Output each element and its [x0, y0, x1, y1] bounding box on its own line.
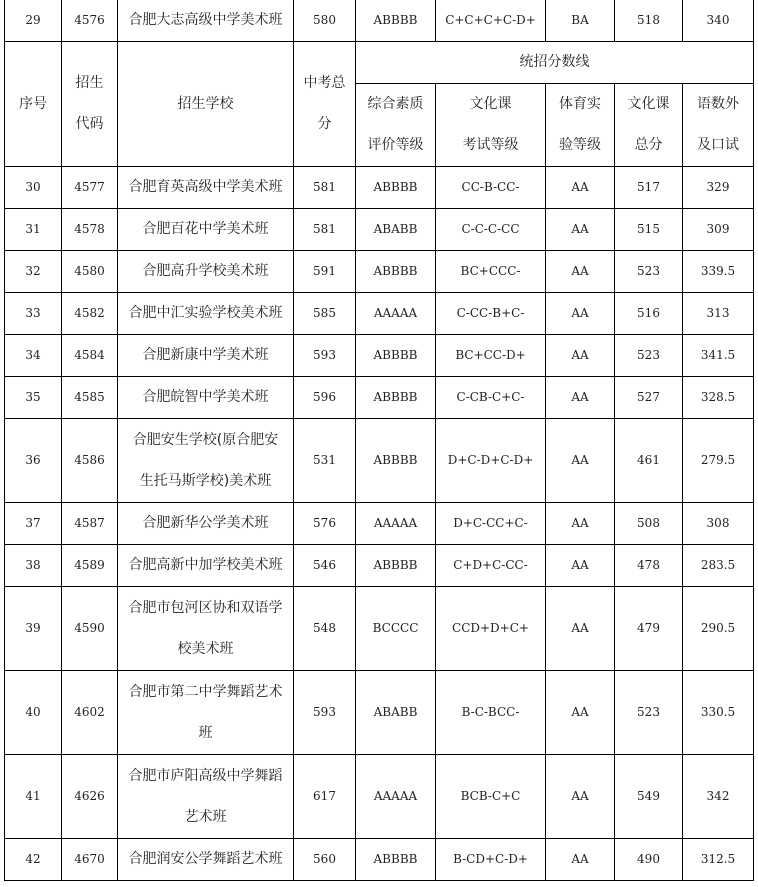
- cell-code: 4587: [62, 503, 118, 545]
- cell-quality: ABBBB: [356, 419, 436, 503]
- school-name-line2: 艺术班: [184, 808, 227, 825]
- cell-school: [118, 671, 294, 755]
- cell-code: 4582: [62, 293, 118, 335]
- school-name-line1: 合肥市第二中学舞蹈艺术: [128, 683, 283, 700]
- cell-culture: C+C+C+C-D+: [436, 0, 546, 42]
- header-sub-lang-line2: 及口试: [697, 137, 739, 153]
- cell-exam: 531: [294, 419, 356, 503]
- cell-exam: 593: [294, 335, 356, 377]
- table-row: [5, 503, 754, 545]
- header-group-title: 统招分数线: [356, 42, 754, 84]
- cell-exam: 617: [294, 755, 356, 839]
- school-name-line1: 合肥安生学校(原合肥安: [132, 431, 279, 448]
- cell-seq: 41: [5, 755, 62, 839]
- cell-code: 4626: [62, 755, 118, 839]
- cell-culture: BC+CCC-: [436, 251, 546, 293]
- cell-seq: 38: [5, 545, 62, 587]
- cell-school: [118, 167, 294, 209]
- cell-code: 4586: [62, 419, 118, 503]
- table-row: [5, 209, 754, 251]
- header-sub-total: [615, 84, 683, 167]
- cell-exam: 593: [294, 671, 356, 755]
- cell-school: [118, 755, 294, 839]
- cell-school: [118, 545, 294, 587]
- cell-lang: 340: [683, 0, 754, 42]
- cell-exam: 585: [294, 293, 356, 335]
- school-name-line1: 合肥高升学校美术班: [142, 263, 269, 279]
- cell-quality: ABBBB: [356, 377, 436, 419]
- cell-lang: 279.5: [683, 419, 754, 503]
- table-row: [5, 419, 754, 503]
- cell-total: 515: [615, 209, 683, 251]
- school-name-line1: 合肥大志高级中学美术班: [128, 12, 283, 28]
- cell-culture: D+C-D+C-D+: [436, 419, 546, 503]
- cell-pe: AA: [546, 587, 615, 671]
- cell-school: [118, 335, 294, 377]
- header-code-line2: 代码: [75, 116, 104, 132]
- cell-school: [118, 419, 294, 503]
- cell-seq: 30: [5, 167, 62, 209]
- cell-lang: 329: [683, 167, 754, 209]
- header-sub-total-line2: 总分: [634, 137, 663, 153]
- cell-culture: D+C-CC+C-: [436, 503, 546, 545]
- cell-total: 479: [615, 587, 683, 671]
- cell-school: [118, 587, 294, 671]
- cell-lang: 309: [683, 209, 754, 251]
- cell-pe: AA: [546, 839, 615, 881]
- admission-score-table: [4, 0, 754, 881]
- table-row: [5, 587, 754, 671]
- cell-lang: 290.5: [683, 587, 754, 671]
- cell-lang: 330.5: [683, 671, 754, 755]
- table-row: [5, 251, 754, 293]
- cell-total: 461: [615, 419, 683, 503]
- cell-pe: AA: [546, 377, 615, 419]
- cell-total: 517: [615, 167, 683, 209]
- cell-code: 4670: [62, 839, 118, 881]
- school-name-line1: 合肥润安公学舞蹈艺术班: [128, 851, 283, 867]
- cell-code: 4602: [62, 671, 118, 755]
- cell-quality: BCCCC: [356, 587, 436, 671]
- cell-pe: AA: [546, 335, 615, 377]
- header-sub-pe: [546, 84, 615, 167]
- cell-code: 4590: [62, 587, 118, 671]
- header-sub-quality-line2: 评价等级: [367, 137, 424, 153]
- cell-seq: 35: [5, 377, 62, 419]
- cell-school: [118, 251, 294, 293]
- cell-culture: C-CC-B+C-: [436, 293, 546, 335]
- cell-culture: C-CB-C+C-: [436, 377, 546, 419]
- cell-school: [118, 0, 294, 42]
- cell-total: 549: [615, 755, 683, 839]
- cell-culture: B-CD+C-D+: [436, 839, 546, 881]
- cell-exam: 591: [294, 251, 356, 293]
- header-exam-total: [294, 42, 356, 167]
- header-sub-quality: [356, 84, 436, 167]
- cell-pe: AA: [546, 755, 615, 839]
- header-sub-total-line1: 文化课: [627, 96, 670, 112]
- cell-seq: 32: [5, 251, 62, 293]
- cell-quality: ABBBB: [356, 545, 436, 587]
- cell-lang: 342: [683, 755, 754, 839]
- cell-code: 4576: [62, 0, 118, 42]
- cell-quality: ABBBB: [356, 0, 436, 42]
- cell-quality: ABABB: [356, 209, 436, 251]
- cell-pe: AA: [546, 503, 615, 545]
- cell-lang: 308: [683, 503, 754, 545]
- cell-lang: 313: [683, 293, 754, 335]
- school-name-line1: 合肥新康中学美术班: [142, 347, 269, 363]
- cell-total: 478: [615, 545, 683, 587]
- header-exam-line2: 分: [317, 116, 332, 132]
- table-row: [5, 167, 754, 209]
- header-sub-culture-line2: 考试等级: [462, 137, 519, 153]
- cell-quality: ABBBB: [356, 167, 436, 209]
- cell-pe: AA: [546, 671, 615, 755]
- cell-culture: B-C-BCC-: [436, 671, 546, 755]
- table-row: [5, 335, 754, 377]
- cell-culture: BC+CC-D+: [436, 335, 546, 377]
- cell-quality: AAAAA: [356, 503, 436, 545]
- cell-quality: ABABB: [356, 671, 436, 755]
- school-name-line1: 合肥中汇实验学校美术班: [128, 305, 283, 321]
- cell-exam: 581: [294, 209, 356, 251]
- header-exam-line1: 中考总: [303, 75, 346, 91]
- cell-school: [118, 503, 294, 545]
- cell-pe: AA: [546, 293, 615, 335]
- cell-exam: 546: [294, 545, 356, 587]
- school-name-line1: 合肥皖智中学美术班: [142, 389, 269, 405]
- cell-seq: 29: [5, 0, 62, 42]
- cell-total: 523: [615, 671, 683, 755]
- cell-culture: CC-B-CC-: [436, 167, 546, 209]
- header-sub-lang-line1: 语数外: [697, 96, 739, 112]
- table-row: [5, 377, 754, 419]
- cell-seq: 33: [5, 293, 62, 335]
- header-row-top: [5, 42, 754, 84]
- school-name-line2: 班: [198, 724, 213, 741]
- table-row: [5, 839, 754, 881]
- cell-code: 4589: [62, 545, 118, 587]
- cell-pe: AA: [546, 545, 615, 587]
- header-sub-lang: [683, 84, 754, 167]
- cell-total: 508: [615, 503, 683, 545]
- cell-exam: 548: [294, 587, 356, 671]
- header-code-line1: 招生: [75, 75, 104, 91]
- cell-quality: ABBBB: [356, 251, 436, 293]
- school-name-line1: 合肥市包河区协和双语学: [128, 599, 283, 616]
- cell-school: [118, 209, 294, 251]
- cell-total: 527: [615, 377, 683, 419]
- table-row: [5, 293, 754, 335]
- cell-exam: 580: [294, 0, 356, 42]
- cell-seq: 37: [5, 503, 62, 545]
- cell-exam: 596: [294, 377, 356, 419]
- cell-seq: 39: [5, 587, 62, 671]
- cell-code: 4584: [62, 335, 118, 377]
- cell-code: 4578: [62, 209, 118, 251]
- school-name-line1: 合肥百花中学美术班: [142, 221, 269, 237]
- cell-seq: 42: [5, 839, 62, 881]
- header-sub-quality-line1: 综合素质: [367, 96, 424, 112]
- cell-total: 518: [615, 0, 683, 42]
- cell-total: 523: [615, 335, 683, 377]
- cell-culture: CCD+D+C+: [436, 587, 546, 671]
- header-sub-culture-line1: 文化课: [469, 96, 512, 112]
- cell-quality: AAAAA: [356, 293, 436, 335]
- cell-school: [118, 839, 294, 881]
- cell-code: 4585: [62, 377, 118, 419]
- cell-lang: 339.5: [683, 251, 754, 293]
- table-row: [5, 545, 754, 587]
- table-row: [5, 0, 754, 42]
- cell-total: 490: [615, 839, 683, 881]
- school-name-line1: 合肥高新中加学校美术班: [128, 557, 283, 573]
- header-code: [62, 42, 118, 167]
- school-name-line1: 合肥新华公学美术班: [142, 515, 269, 531]
- school-name-line2: 生托马斯学校)美术班: [139, 472, 272, 489]
- cell-pe: AA: [546, 167, 615, 209]
- table-row: [5, 755, 754, 839]
- cell-exam: 581: [294, 167, 356, 209]
- cell-lang: 283.5: [683, 545, 754, 587]
- cell-seq: 36: [5, 419, 62, 503]
- header-seq: 序号: [5, 42, 62, 167]
- cell-school: [118, 377, 294, 419]
- cell-pe: BA: [546, 0, 615, 42]
- school-name-line1: 合肥育英高级中学美术班: [128, 179, 283, 195]
- cell-pe: AA: [546, 419, 615, 503]
- cell-exam: 560: [294, 839, 356, 881]
- cell-pe: AA: [546, 209, 615, 251]
- school-name-line2: 校美术班: [177, 640, 234, 657]
- cell-seq: 40: [5, 671, 62, 755]
- cell-school: [118, 293, 294, 335]
- cell-code: 4580: [62, 251, 118, 293]
- header-sub-culture: [436, 84, 546, 167]
- header-sub-pe-line2: 验等级: [559, 137, 601, 153]
- cell-lang: 341.5: [683, 335, 754, 377]
- header-school: 招生学校: [118, 42, 294, 167]
- cell-lang: 328.5: [683, 377, 754, 419]
- cell-seq: 31: [5, 209, 62, 251]
- cell-quality: ABBBB: [356, 839, 436, 881]
- cell-quality: ABBBB: [356, 335, 436, 377]
- school-name-line1: 合肥市庐阳高级中学舞蹈: [128, 767, 283, 784]
- cell-total: 516: [615, 293, 683, 335]
- cell-seq: 34: [5, 335, 62, 377]
- cell-culture: BCB-C+C: [436, 755, 546, 839]
- cell-culture: C-C-C-CC: [436, 209, 546, 251]
- cell-culture: C+D+C-CC-: [436, 545, 546, 587]
- cell-total: 523: [615, 251, 683, 293]
- table-row: [5, 671, 754, 755]
- cell-code: 4577: [62, 167, 118, 209]
- header-sub-pe-line1: 体育实: [559, 96, 601, 112]
- cell-exam: 576: [294, 503, 356, 545]
- cell-quality: AAAAA: [356, 755, 436, 839]
- cell-lang: 312.5: [683, 839, 754, 881]
- cell-pe: AA: [546, 251, 615, 293]
